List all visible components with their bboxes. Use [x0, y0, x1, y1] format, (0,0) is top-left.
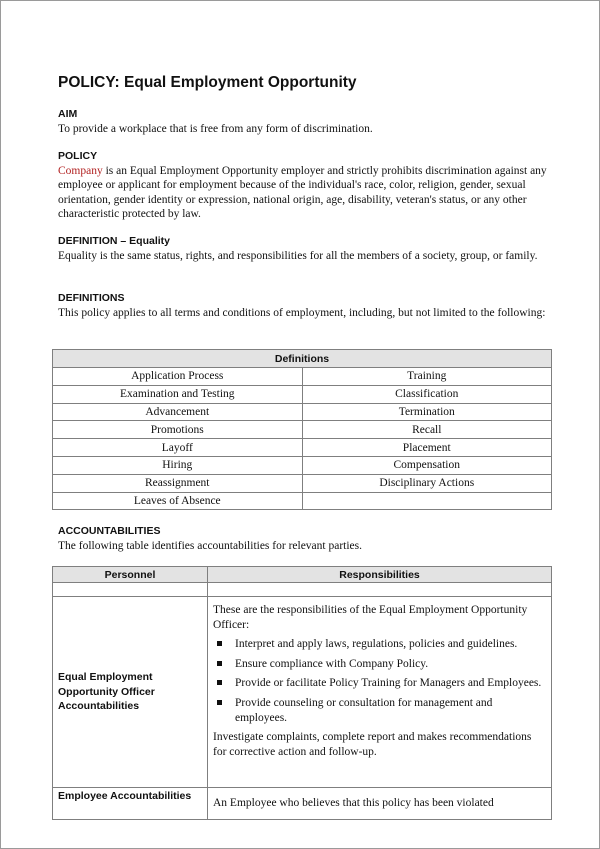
eeo-intro: These are the responsibilities of the Equal Employment Opportunity Officer:: [213, 604, 528, 631]
responsibilities-column-header: Responsibilities: [208, 567, 552, 583]
table-row: [53, 788, 552, 820]
table-cell: Application Process: [53, 368, 303, 386]
eeo-officer-responsibilities: [208, 597, 552, 788]
policy-body: is an Equal Employment Opportunity employer and strictly prohibits discrimination against any employee or applicant for employment because of the individual's race, color, religion, gender, sexual orientation, gender identity or expression, national origin, age, disability, veteran's status, or any other characteristic protected by law.: [58, 164, 547, 221]
table-cell: Reassignment: [53, 474, 303, 492]
definition-equality-text: Equality is the same status, rights, and responsibilities for all the members of a society, group, or family.: [58, 249, 538, 262]
table-row: [53, 368, 552, 386]
policy-text: [58, 164, 552, 222]
page-title: POLICY: Equal Employment Opportunity: [58, 74, 357, 91]
table-cell: Placement: [302, 439, 552, 457]
eeo-officer-label: Equal Employment Opportunity Officer Accountabilities: [53, 597, 208, 788]
accountabilities-section: [58, 524, 552, 553]
table-row: [53, 403, 552, 421]
table-cell: Promotions: [53, 421, 303, 439]
bullet-icon: [217, 700, 222, 705]
table-row: [53, 597, 552, 788]
table-cell: [53, 583, 208, 597]
policy-section: [58, 149, 552, 222]
table-cell: Compensation: [302, 456, 552, 474]
definitions-text: This policy applies to all terms and conditions of employment, including, but not limited to the following:: [58, 306, 546, 319]
accountabilities-heading: ACCOUNTABILITIES: [58, 525, 161, 537]
table-row: [53, 456, 552, 474]
aim-section: [58, 107, 552, 136]
table-cell: Hiring: [53, 456, 303, 474]
company-placeholder: Company: [58, 164, 103, 177]
table-row: [53, 439, 552, 457]
list-item: Provide counseling or consultation for management and employees.: [235, 696, 545, 725]
definition-equality-heading: DEFINITION – Equality: [58, 235, 171, 247]
table-cell: Disciplinary Actions: [302, 474, 552, 492]
table-cell: Leaves of Absence: [53, 492, 303, 510]
definitions-table: [52, 349, 552, 510]
definitions-heading: DEFINITIONS: [58, 292, 125, 304]
table-cell: Classification: [302, 385, 552, 403]
table-row: [53, 492, 552, 510]
aim-heading: AIM: [58, 108, 78, 120]
definitions-section: [58, 291, 552, 320]
personnel-column-header: Personnel: [53, 567, 208, 583]
table-cell: Advancement: [53, 403, 303, 421]
list-item: Ensure compliance with Company Policy.: [235, 657, 545, 672]
accountabilities-text: The following table identifies accountabilities for relevant parties.: [58, 539, 363, 552]
list-item: Interpret and apply laws, regulations, policies and guidelines.: [235, 637, 545, 652]
table-row: [53, 421, 552, 439]
aim-text: To provide a workplace that is free from any form of discrimination.: [58, 122, 373, 135]
table-cell: Termination: [302, 403, 552, 421]
table-cell: [208, 583, 552, 597]
list-item: Provide or facilitate Policy Training for Managers and Employees.: [235, 676, 545, 691]
table-cell: Recall: [302, 421, 552, 439]
bullet-icon: [217, 661, 222, 666]
table-row: [53, 385, 552, 403]
table-cell: Layoff: [53, 439, 303, 457]
table-cell: Training: [302, 368, 552, 386]
policy-heading: POLICY: [58, 150, 98, 162]
eeo-closing: Investigate complaints, complete report and makes recommendations for corrective action and follow-up.: [213, 731, 532, 758]
employee-label: Employee Accountabilities: [53, 788, 208, 820]
table-cell: [302, 492, 552, 510]
definition-equality-section: [58, 234, 552, 263]
table-row: [53, 474, 552, 492]
definitions-table-header: Definitions: [53, 350, 552, 368]
accountabilities-table: [52, 566, 552, 820]
employee-responsibilities: An Employee who believes that this policy has been violated: [208, 788, 552, 820]
bullet-icon: [217, 641, 222, 646]
bullet-icon: [217, 680, 222, 685]
eeo-bullet-list: [213, 637, 545, 725]
table-cell: Examination and Testing: [53, 385, 303, 403]
table-row: [53, 583, 552, 597]
